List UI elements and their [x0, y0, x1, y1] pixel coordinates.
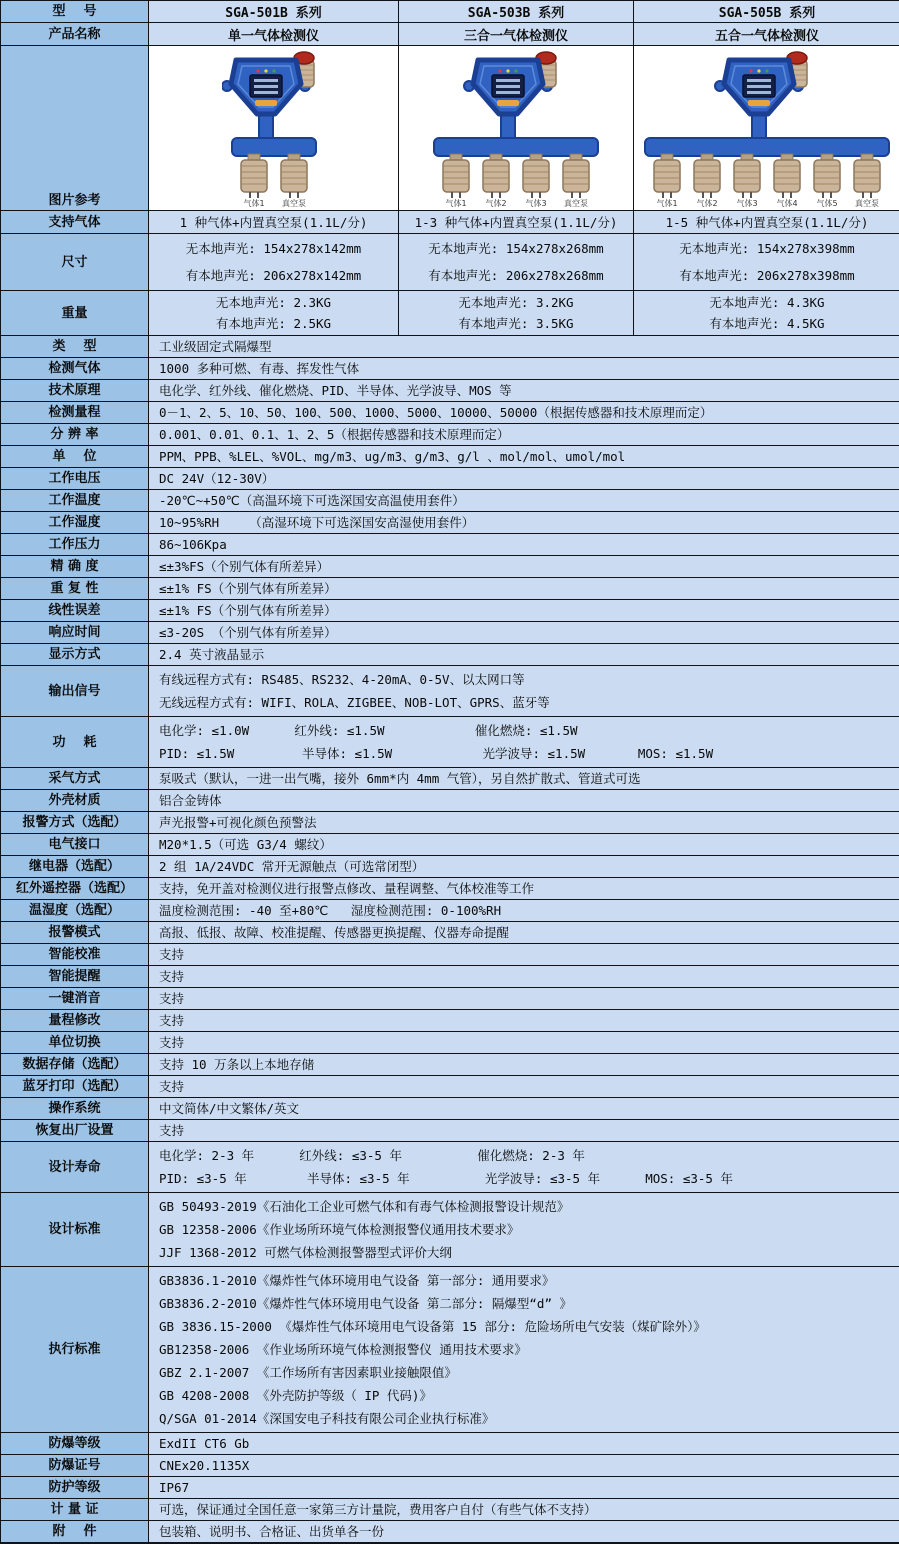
spec-value [149, 768, 899, 790]
spec-value-line: 支持 [159, 1079, 185, 1094]
spec-value-line: 铝合金铸体 [159, 793, 222, 808]
spec-value-line: 无本地声光: 2.3KG [215, 295, 332, 310]
spec-value-line: 有本地声光: 2.5KG [215, 316, 332, 331]
table-row [1, 578, 899, 600]
spec-value-line: ≤±3%FS（个别气体有所差异） [159, 559, 330, 574]
table-row [1, 768, 899, 790]
row-label: 类 型 [1, 336, 149, 358]
table-row [1, 468, 899, 490]
row-label: 一键消音 [1, 988, 149, 1010]
table-row [1, 234, 899, 291]
spec-value-line: 无本地声光: 154x278x398mm [679, 241, 855, 256]
row-label: 技术原理 [1, 380, 149, 402]
spec-value-line: 1 种气体+内置真空泵(1.1L/分) [179, 214, 368, 230]
spec-value [149, 922, 899, 944]
row-label: 继电器（选配） [1, 856, 149, 878]
spec-value-col3 [634, 211, 899, 234]
spec-value [149, 534, 899, 556]
row-label: 设计寿命 [1, 1142, 149, 1193]
spec-value-line: 包装箱、说明书、合格证、出货单各一份 [159, 1524, 385, 1539]
table-row [1, 944, 899, 966]
table-row-image-reference [1, 46, 899, 211]
spec-value-line: 0.001、0.01、0.1、1、2、5（根据传感器和技术原理而定） [159, 427, 510, 442]
spec-value [149, 622, 899, 644]
row-label: 检测气体 [1, 358, 149, 380]
row-label: 外壳材质 [1, 790, 149, 812]
table-row [1, 790, 899, 812]
table-row [1, 644, 899, 666]
row-label: 检测量程 [1, 402, 149, 424]
spec-value [149, 1477, 899, 1499]
row-label: 附 件 [1, 1521, 149, 1543]
row-label-product: 产品名称 [1, 23, 149, 46]
table-row [1, 666, 899, 717]
spec-value-col3 [634, 234, 899, 291]
spec-value [149, 1193, 899, 1267]
spec-value-col2 [399, 291, 634, 336]
spec-value-line: GB 4208-2008 《外壳防护等级（ IP 代码)》 [159, 1388, 432, 1403]
spec-value [149, 380, 899, 402]
spec-value-line: 支持 [159, 1035, 185, 1050]
table-row [1, 424, 899, 446]
spec-value-line: 有本地声光: 3.5KG [458, 316, 574, 331]
table-row [1, 1499, 899, 1521]
spec-value-line: 电化学: ≤1.0W 红外线: ≤1.5W 催化燃烧: ≤1.5W [159, 723, 578, 738]
spec-value-line: 电化学: 2-3 年 红外线: ≤3-5 年 催化燃烧: 2-3 年 [159, 1148, 585, 1163]
sensor-label: 真空泵 [281, 199, 306, 208]
spec-value-line: 可选，保证通过全国任意一家第三方计量院，费用客户自付（有些气体不支持） [159, 1502, 597, 1517]
spec-rows-container [1, 211, 899, 1543]
spec-value-line: 支持 [159, 1123, 185, 1138]
spec-value [149, 1120, 899, 1142]
row-label: 数据存储（选配） [1, 1054, 149, 1076]
spec-value-line: Q/SGA 01-2014《深国安电子科技有限公司企业执行标准》 [159, 1411, 495, 1426]
table-row [1, 1433, 899, 1455]
spec-value-line: ≤±1% FS（个别气体有所差异） [159, 581, 337, 596]
spec-value [149, 1076, 899, 1098]
row-label: 智能提醒 [1, 966, 149, 988]
spec-value-line: 温度检测范围: -40 至+80℃ 湿度检测范围: 0-100%RH [159, 903, 502, 918]
spec-value-line: 无本地声光: 154x278x142mm [185, 241, 362, 256]
spec-value-line: 泵吸式（默认，一进一出气嘴，接外 6mm*内 4mm 气管），另自然扩散式、管道式可选 [159, 771, 641, 786]
spec-value-col3 [634, 291, 899, 336]
spec-value-line: JJF 1368-2012 可燃气体检测报警器型式评价大纲 [159, 1245, 452, 1260]
device-illustration-triple [424, 48, 608, 208]
spec-value [149, 717, 899, 768]
spec-value [149, 446, 899, 468]
table-row [1, 856, 899, 878]
table-row [1, 1477, 899, 1499]
spec-value [149, 944, 899, 966]
spec-value-line: GB12358-2006 《作业场所环境气体检测报警仪 通用技术要求》 [159, 1342, 527, 1357]
table-row [1, 211, 899, 234]
spec-value-line: 无本地声光: 4.3KG [709, 295, 825, 310]
spec-value [149, 468, 899, 490]
row-label: 尺寸 [1, 234, 149, 291]
spec-value [149, 644, 899, 666]
spec-value [149, 1433, 899, 1455]
spec-value-line: PID: ≤3-5 年 半导体: ≤3-5 年 光学波导: ≤3-5 年 MOS: ≤3-5 年 [159, 1171, 733, 1186]
row-label: 防护等级 [1, 1477, 149, 1499]
spec-value-line: 2.4 英寸液晶显示 [159, 647, 265, 662]
spec-value-line: 中文简体/中文繁体/英文 [159, 1101, 300, 1116]
row-label: 报警方式（选配） [1, 812, 149, 834]
spec-value-line: 有线远程方式有: RS485、RS232、4-20mA、0-5V、以太网口等 [159, 672, 525, 687]
sensor-label: 气体5 [816, 199, 838, 208]
spec-value [149, 358, 899, 380]
row-label: 单 位 [1, 446, 149, 468]
row-label: 计 量 证 [1, 1499, 149, 1521]
device-image-2 [399, 46, 634, 211]
table-row [1, 900, 899, 922]
row-label: 执行标准 [1, 1267, 149, 1433]
row-label: 工作温度 [1, 490, 149, 512]
product-name-2: 三合一气体检测仪 [399, 23, 634, 46]
spec-value-line: 有本地声光: 206x278x142mm [185, 268, 362, 283]
spec-value [149, 600, 899, 622]
spec-value-line: 支持 10 万条以上本地存储 [159, 1057, 315, 1072]
spec-value-col1 [149, 211, 399, 234]
spec-value-line: GB3836.1-2010《爆炸性气体环境用电气设备 第一部分: 通用要求》 [159, 1273, 555, 1288]
spec-value-line: PID: ≤1.5W 半导体: ≤1.5W 光学波导: ≤1.5W MOS: ≤1.5W [159, 746, 714, 761]
model-name-3: SGA-505B 系列 [634, 1, 899, 23]
spec-value-line: 无本地声光: 154x278x268mm [428, 241, 604, 256]
row-label: 温湿度（选配） [1, 900, 149, 922]
row-label-model: 型 号 [1, 1, 149, 23]
spec-value-line: M20*1.5（可选 G3/4 螺纹） [159, 837, 332, 852]
spec-value-col2 [399, 211, 634, 234]
spec-value-line: 支持 [159, 991, 185, 1006]
table-row-product [1, 23, 899, 46]
product-name-3: 五合一气体检测仪 [634, 23, 899, 46]
sensor-label: 真空泵 [855, 199, 879, 208]
table-row [1, 988, 899, 1010]
spec-value-line: ≤3-20S （个别气体有所差异） [159, 625, 337, 640]
table-row [1, 1010, 899, 1032]
spec-value [149, 578, 899, 600]
spec-value [149, 1032, 899, 1054]
row-label: 重量 [1, 291, 149, 336]
row-label: 线性误差 [1, 600, 149, 622]
spec-value [149, 790, 899, 812]
row-label: 设计标准 [1, 1193, 149, 1267]
spec-value-line: PPM、PPB、%LEL、%VOL、mg/m3、ug/m3、g/m3、g/l 、mol/mol、umol/mol [159, 449, 626, 464]
model-name-1: SGA-501B 系列 [149, 1, 399, 23]
spec-value [149, 1054, 899, 1076]
spec-value [149, 556, 899, 578]
spec-value [149, 1521, 899, 1543]
row-label: 支持气体 [1, 211, 149, 234]
device-image-3 [634, 46, 899, 211]
spec-value-line: 声光报警+可视化颜色预警法 [159, 815, 317, 830]
spec-value [149, 900, 899, 922]
spec-value-line: GB 12358-2006《作业场所环境气体检测报警仪通用技术要求》 [159, 1222, 520, 1237]
sensor-label: 气体2 [485, 199, 507, 208]
spec-value-col1 [149, 234, 399, 291]
row-label: 智能校准 [1, 944, 149, 966]
spec-value-line: 工业级固定式隔爆型 [159, 339, 272, 354]
table-row [1, 834, 899, 856]
device-illustration-five [635, 48, 899, 208]
sensor-label: 气体1 [445, 199, 467, 208]
device-image-1 [149, 46, 399, 211]
table-row [1, 556, 899, 578]
table-row [1, 622, 899, 644]
table-row [1, 534, 899, 556]
spec-value [149, 424, 899, 446]
table-row [1, 1455, 899, 1477]
spec-value [149, 834, 899, 856]
sensor-label: 气体3 [525, 199, 547, 208]
table-row-model [1, 1, 899, 23]
spec-value-line: 有本地声光: 206x278x268mm [428, 268, 604, 283]
spec-value-line: 无本地声光: 3.2KG [458, 295, 574, 310]
spec-value-line: -20℃~+50℃（高温环境下可选深国安高温使用套件） [159, 493, 465, 508]
product-name-1: 单一气体检测仪 [149, 23, 399, 46]
spec-value-line: 2 组 1A/24VDC 常开无源触点（可选常闭型） [159, 859, 425, 874]
spec-value [149, 512, 899, 534]
spec-value [149, 856, 899, 878]
table-row [1, 1076, 899, 1098]
table-row [1, 717, 899, 768]
sensor-label: 气体3 [736, 199, 758, 208]
spec-value [149, 812, 899, 834]
row-label: 工作湿度 [1, 512, 149, 534]
row-label: 工作电压 [1, 468, 149, 490]
spec-value-line: 86~106Kpa [159, 537, 227, 552]
spec-value-line: 1-3 种气体+内置真空泵(1.1L/分) [414, 214, 618, 230]
row-label: 单位切换 [1, 1032, 149, 1054]
row-label: 量程修改 [1, 1010, 149, 1032]
table-row [1, 600, 899, 622]
table-row [1, 1267, 899, 1433]
spec-value-line: 1000 多种可燃、有毒、挥发性气体 [159, 361, 360, 376]
spec-value-col2 [399, 234, 634, 291]
spec-value-line: 1-5 种气体+内置真空泵(1.1L/分) [665, 214, 869, 230]
table-row [1, 358, 899, 380]
table-row [1, 336, 899, 358]
row-label: 恢复出厂设置 [1, 1120, 149, 1142]
spec-value-line: 无线远程方式有: WIFI、ROLA、ZIGBEE、NOB-LOT、GPRS、蓝牙等 [159, 695, 550, 710]
sensor-label: 真空泵 [564, 199, 588, 208]
spec-value [149, 1010, 899, 1032]
spec-value [149, 1499, 899, 1521]
sensor-label: 气体4 [776, 199, 798, 208]
row-label: 操作系统 [1, 1098, 149, 1120]
spec-value [149, 336, 899, 358]
spec-value-line: DC 24V（12-30V） [159, 471, 275, 486]
table-row [1, 812, 899, 834]
row-label: 精 确 度 [1, 556, 149, 578]
spec-value-col1 [149, 291, 399, 336]
spec-value-line: 支持 [159, 947, 185, 962]
spec-value-line: CNEx20.1135X [159, 1458, 250, 1473]
row-label: 采气方式 [1, 768, 149, 790]
sensor-label: 气体1 [656, 199, 678, 208]
table-row [1, 512, 899, 534]
row-label: 重 复 性 [1, 578, 149, 600]
spec-value-line: ≤±1% FS（个别气体有所差异） [159, 603, 337, 618]
spec-value-line: 高报、低报、故障、校准提醒、传感器更换提醒、仪器寿命提醒 [159, 925, 510, 940]
table-row [1, 490, 899, 512]
table-row [1, 1521, 899, 1543]
table-row [1, 402, 899, 424]
sensor-label: 气体2 [696, 199, 718, 208]
table-row [1, 878, 899, 900]
row-label-image: 图片参考 [1, 46, 149, 211]
spec-value-line: GB 3836.15-2000 《爆炸性气体环境用电气设备第 15 部分: 危险场所电气安装（煤矿除外）》 [159, 1319, 706, 1334]
table-row [1, 1193, 899, 1267]
row-label: 电气接口 [1, 834, 149, 856]
table-row [1, 1142, 899, 1193]
spec-value-line: 支持，免开盖对检测仪进行报警点修改、量程调整、气体校准等工作 [159, 881, 535, 896]
spec-value-line: 0－1、2、5、10、50、100、500、1000、5000、10000、50000（根据传感器和技术原理而定） [159, 405, 713, 420]
spec-value [149, 490, 899, 512]
spec-value [149, 1267, 899, 1433]
spec-value-line: GBZ 2.1-2007 《工作场所有害因素职业接触限值》 [159, 1365, 457, 1380]
table-row [1, 1120, 899, 1142]
table-row [1, 446, 899, 468]
spec-value-line: GB3836.2-2010《爆炸性气体环境用电气设备 第二部分: 隔爆型“d” 》 [159, 1296, 573, 1311]
row-label: 蓝牙打印（选配） [1, 1076, 149, 1098]
spec-value-line: 有本地声光: 4.5KG [709, 316, 825, 331]
spec-value-line: GB 50493-2019《石油化工企业可燃气体和有毒气体检测报警设计规范》 [159, 1199, 570, 1214]
spec-value [149, 1455, 899, 1477]
row-label: 防爆证号 [1, 1455, 149, 1477]
table-row [1, 380, 899, 402]
spec-value-line: 电化学、红外线、催化燃烧、PID、半导体、光学波导、MOS 等 [159, 383, 512, 398]
spec-value-line: 10~95%RH （高湿环境下可选深国安高湿使用套件） [159, 515, 475, 530]
spec-value-line: 支持 [159, 969, 185, 984]
row-label: 显示方式 [1, 644, 149, 666]
row-label: 分 辨 率 [1, 424, 149, 446]
spec-value [149, 966, 899, 988]
row-label: 工作压力 [1, 534, 149, 556]
spec-value-line: 有本地声光: 206x278x398mm [679, 268, 855, 283]
spec-value [149, 1142, 899, 1193]
spec-value-line: 支持 [159, 1013, 185, 1028]
row-label: 功 耗 [1, 717, 149, 768]
spec-value [149, 878, 899, 900]
table-row [1, 1054, 899, 1076]
table-row [1, 966, 899, 988]
table-row [1, 922, 899, 944]
row-label: 报警模式 [1, 922, 149, 944]
spec-value-line: IP67 [159, 1480, 190, 1495]
table-row [1, 291, 899, 336]
table-row [1, 1098, 899, 1120]
row-label: 响应时间 [1, 622, 149, 644]
row-label: 防爆等级 [1, 1433, 149, 1455]
spec-value [149, 666, 899, 717]
table-row [1, 1032, 899, 1054]
device-illustration-single [222, 48, 326, 208]
spec-value-line: ExdII CT6 Gb [159, 1436, 250, 1451]
spec-value [149, 1098, 899, 1120]
sensor-label: 气体1 [242, 199, 265, 208]
spec-value [149, 402, 899, 424]
row-label: 红外遥控器（选配） [1, 878, 149, 900]
row-label: 输出信号 [1, 666, 149, 717]
model-name-2: SGA-503B 系列 [399, 1, 634, 23]
spec-value [149, 988, 899, 1010]
